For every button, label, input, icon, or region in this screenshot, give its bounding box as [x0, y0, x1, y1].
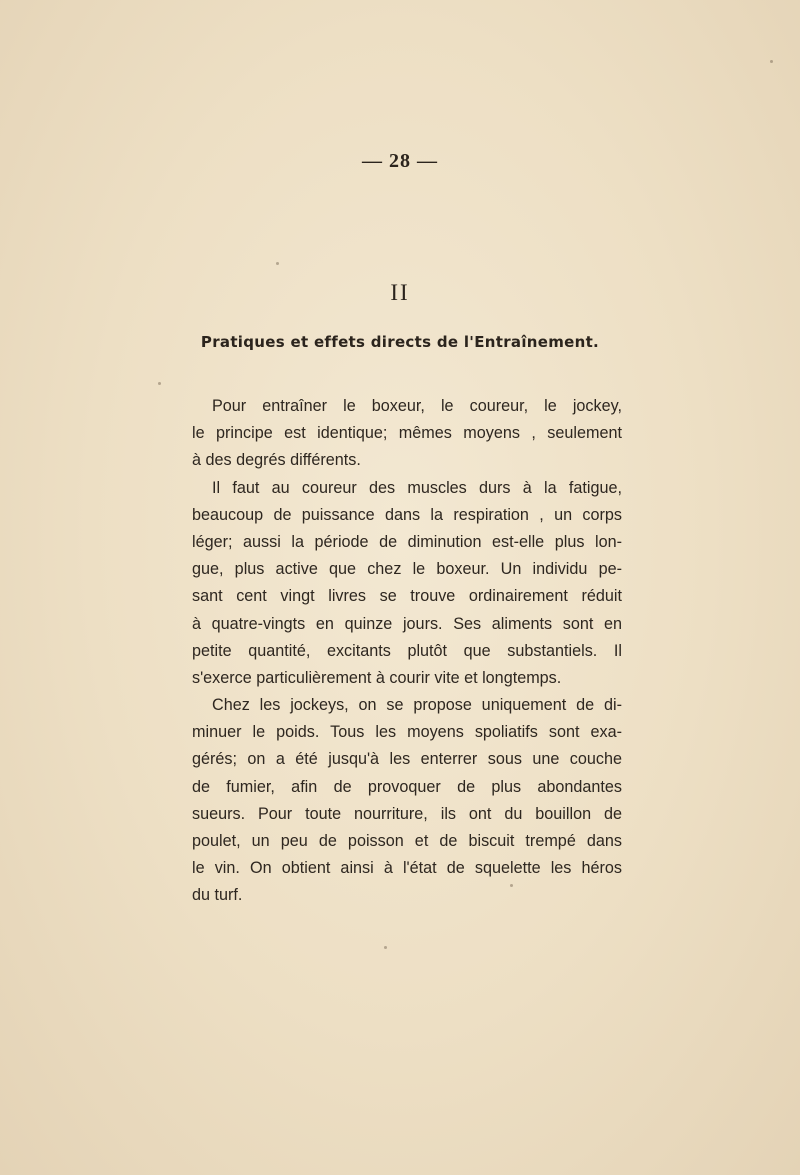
body-text [192, 393, 622, 910]
text-line: petite quantité, excitants plutôt que substantiels. Il [192, 641, 622, 660]
text-line: de fumier, afin de provoquer de plus abondantes [192, 777, 622, 796]
text-line: du turf. [192, 886, 243, 905]
paper-speck [384, 946, 387, 949]
text-line: gue, plus active que chez le boxeur. Un individu pe- [192, 560, 622, 579]
page-number: — 28 — [362, 150, 438, 172]
section-title: Pratiques et effets directs de l'Entraînement. [200, 333, 600, 351]
paper-speck [158, 382, 161, 385]
text-line: à des degrés différents. [192, 451, 361, 470]
text-line: sueurs. Pour toute nourriture, ils ont du bouillon de [192, 804, 622, 823]
text-line: le principe est identique; mêmes moyens , seulement [192, 424, 622, 443]
text-line: le vin. On obtient ainsi à l'état de squelette les héros [192, 859, 622, 878]
text-line: s'exerce particulièrement à courir vite et longtemps. [192, 668, 562, 687]
text-line: beaucoup de puissance dans la respiration , un corps [192, 505, 622, 524]
text-line: Chez les jockeys, on se propose uniquement de di- [212, 696, 622, 715]
text-line: poulet, un peu de poisson et de biscuit trempé dans [192, 832, 622, 850]
section-numeral: II [390, 280, 410, 305]
text-line: léger; aussi la période de diminution est-elle plus lon- [192, 532, 622, 551]
text-line: sant cent vingt livres se trouve ordinairement réduit [192, 587, 622, 606]
text-line: gérés; on a été jusqu'à les enterrer sous une couche [192, 750, 622, 769]
paper-speck [510, 884, 513, 887]
text-line: minuer le poids. Tous les moyens spoliatifs sont exa- [192, 723, 622, 742]
text-line: Il faut au coureur des muscles durs à la fatigue, [212, 478, 622, 497]
paper-speck [276, 262, 279, 265]
paper-speck [770, 60, 773, 63]
text-line: Pour entraîner le boxeur, le coureur, le jockey, [212, 397, 622, 415]
text-line: à quatre-vingts en quinze jours. Ses aliments sont en [192, 614, 622, 633]
